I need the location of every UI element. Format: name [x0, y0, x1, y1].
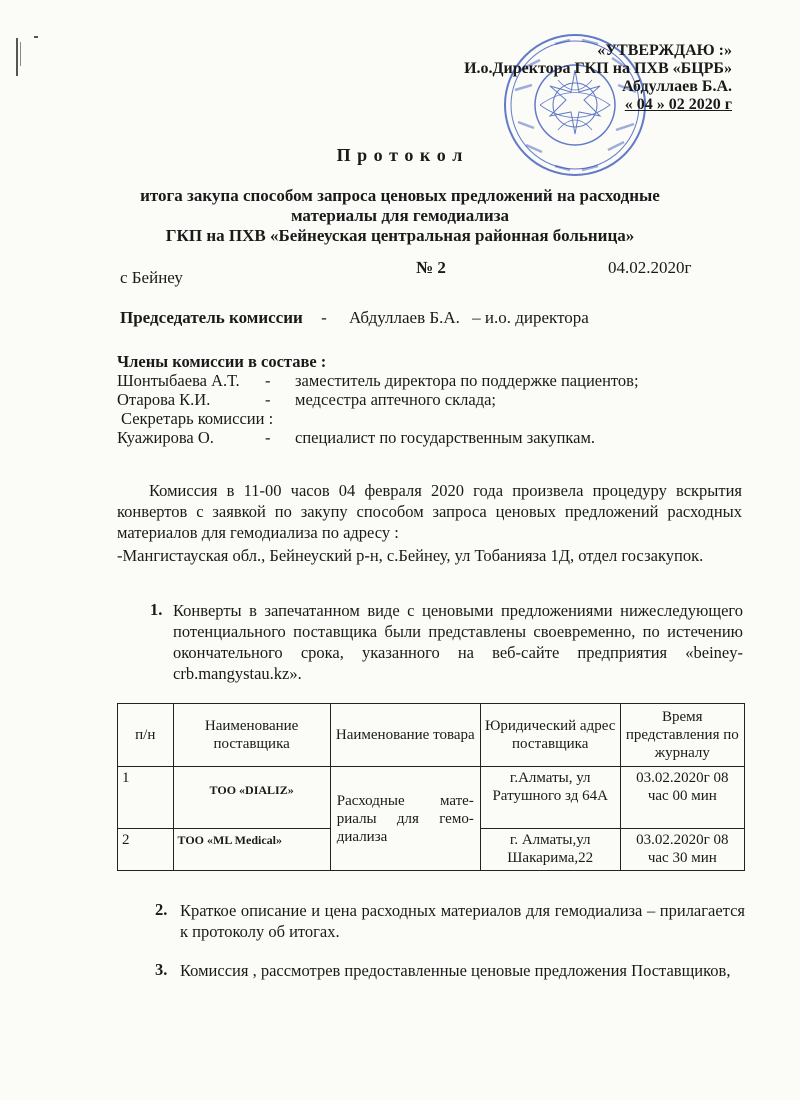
table-header-cell: Наименование товара [330, 704, 480, 767]
approval-position: И.о.Директора ГКП на ПХВ «БЦРБ» [464, 60, 732, 77]
document-subtitle-1: итога закупа способом запроса ценовых предложений на расходные [140, 186, 660, 205]
member-role: заместитель директора по поддержке пациентов; [295, 371, 639, 390]
supplier-name: ТОО «ML Medical» [173, 829, 330, 871]
row-number: 1 [118, 767, 174, 829]
secretary-role: специалист по государственным закупкам. [295, 428, 596, 447]
scan-mark [20, 42, 21, 66]
submission-time: 03.02.2020г 08 час 30 мин [620, 829, 744, 871]
intro-paragraph [117, 480, 742, 543]
address-text: -Мангистауская обл., Бейнеуский р-н, с.Бейнеу, ул Тобанияза 1Д, отдел госзакупок. [117, 546, 704, 565]
members-heading: Члены комиссии в составе : [117, 352, 327, 371]
chairman-label: Председатель комиссии [120, 308, 303, 327]
table-header-row [118, 704, 745, 767]
document-number: № 2 [416, 258, 446, 277]
member-name: Шонтыбаева А.Т. [117, 371, 240, 390]
document-subtitle-2: материалы для гемодиализа [290, 206, 510, 225]
commission-members [117, 352, 639, 447]
document-place: с Бейнеу [120, 268, 183, 287]
document-heading: П р о т о к о л [336, 145, 464, 165]
chairman-dash: - [321, 308, 327, 327]
item-1-text: Конверты в запечатанном виде с ценовыми предложениями нижеследующего потенциального поставщика были представлены своевременно, по истечению окончательного срока, указанного на веб-сайте предприятия «beiney-crb.mangystau.kz». [173, 601, 743, 683]
supplier-address: г. Алматы,ул Шакарима,22 [480, 829, 620, 871]
approval-name: Абдуллаев Б.А. [622, 78, 732, 95]
member-dash: - [265, 371, 271, 390]
supplier-name: ТОО «DIALIZ» [173, 767, 330, 829]
table-row [118, 767, 745, 829]
document-date: 04.02.2020г [608, 258, 692, 277]
member-dash: - [265, 390, 271, 409]
chairman-role: – и.о. директора [472, 308, 589, 327]
item-3-number: 3. [155, 960, 168, 979]
table-header-cell: Время представления по журналу [620, 704, 744, 767]
secretary-label: Секретарь комиссии : [121, 409, 274, 428]
approval-title: «УТВЕРЖДАЮ :» [597, 42, 732, 59]
submission-time: 03.02.2020г 08 час 00 мин [620, 767, 744, 829]
secretary-name: Куажирова О. [117, 428, 214, 447]
document-subtitle-3: ГКП на ПХВ «Бейнеуская центральная районная больница» [165, 226, 635, 245]
item-2-text: Краткое описание и цена расходных материалов для гемодиализа – прилагается к протоколу об итогах. [180, 901, 745, 941]
member-row [117, 390, 639, 409]
table-header-cell: Наименование поставщика [173, 704, 330, 767]
intro-text: Комиссия в 11-00 часов 04 февраля 2020 года произвела процедуру вскрытия конвертов с заявкой по закупу способом запроса ценовых предложений расходных материалов для гемодиализа по адресу : [117, 481, 742, 542]
secretary-dash: - [265, 428, 271, 447]
item-1-number: 1. [150, 600, 163, 619]
item-3-text: Комиссия , рассмотрев предоставленные ценовые предложения Поставщиков, [180, 961, 731, 980]
member-name: Отарова К.И. [117, 390, 211, 409]
item-2-number: 2. [155, 900, 168, 919]
chairman-name: Абдуллаев Б.А. [348, 308, 460, 327]
scan-mark [34, 36, 38, 38]
address-paragraph [117, 545, 742, 566]
chairman-line [120, 308, 589, 328]
row-number: 2 [118, 829, 174, 871]
scan-mark [16, 38, 18, 76]
secretary-row [117, 428, 639, 447]
suppliers-table [117, 703, 745, 871]
approval-date: « 04 » 02 2020 г [624, 96, 732, 113]
member-role: медсестра аптечного склада; [295, 390, 497, 409]
table-header-cell: Юридический адрес поставщика [480, 704, 620, 767]
product-name: Расходные мате-риалы для гемо-диализа [330, 767, 480, 871]
table-header-cell: п/н [118, 704, 174, 767]
supplier-address: г.Алматы, ул Ратушного зд 64А [480, 767, 620, 829]
member-row [117, 371, 639, 390]
approval-block [420, 42, 732, 114]
